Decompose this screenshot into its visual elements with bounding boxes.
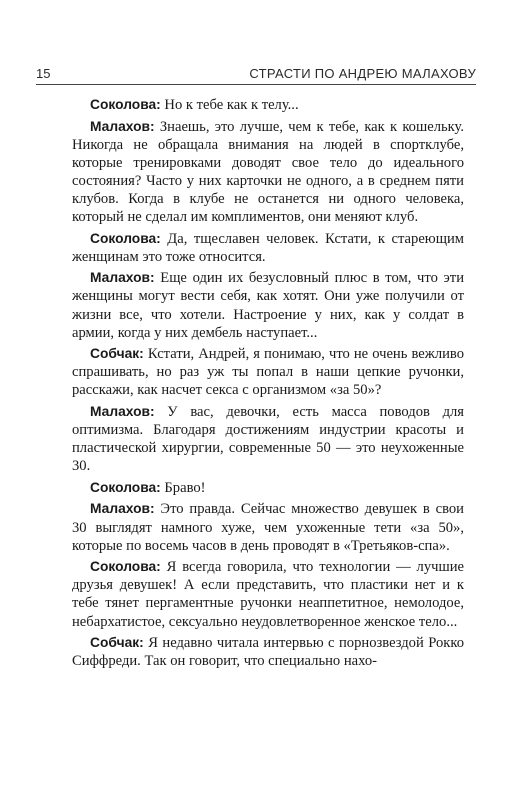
speaker-name: Малахов:	[90, 501, 155, 517]
speaker-name: Соколова:	[90, 230, 161, 246]
running-title: СТРАСТИ ПО АНДРЕЮ МАЛАХОВУ	[249, 66, 476, 81]
replica-text: Знаешь, это лучше, чем к тебе, как к кошельку. Никогда не обращала внимания на людей в спортклубе, которые тренировками доводят свое тело до идеального состояния? Часто у них карточки не одного, а в среднем пяти клубов. Когда в клубе не останется ни одного человека, который не сделал им комплиментов, они меняют клуб.	[72, 118, 464, 226]
dialogue-paragraph	[72, 479, 464, 497]
replica-text: Браво!	[160, 479, 206, 496]
dialogue-paragraph	[72, 403, 464, 475]
dialogue-paragraph	[72, 230, 464, 266]
speaker-name: Малахов:	[90, 118, 155, 134]
speaker-name: Малахов:	[90, 270, 155, 286]
page-header	[36, 62, 476, 84]
dialogue-paragraph	[72, 345, 464, 399]
speaker-name: Соколова:	[90, 479, 161, 495]
dialogue-paragraph	[72, 269, 464, 341]
dialogue-paragraph	[72, 558, 464, 630]
dialogue-paragraph	[72, 634, 464, 670]
replica-text: Я всегда говорила, что технологии — лучшие друзья девушек! А если представить, что пластики нет и к тебе тянет пергаментные ручонки неаппетитное, немолодое, небархатистое, сексуально неудовлетворенное женское тело...	[72, 559, 464, 630]
dialogue-paragraph	[72, 96, 464, 114]
replica-text: Это правда. Сейчас множество девушек в свои 30 выглядят намного хуже, чем ухоженные тети «за 50», которые по восемь часов в день проводят в «Третьяков-спа».	[72, 501, 464, 554]
replica-text: Да, тщеславен человек. Кстати, к стареющим женщинам это тоже относится.	[72, 230, 464, 265]
replica-text: Я недавно читала интервью с порнозвездой Рокко Сиффреди. Так он говорит, что специально нахо-	[72, 635, 464, 670]
speaker-name: Малахов:	[90, 404, 155, 419]
dialogue-text	[72, 96, 464, 674]
page-number: 15	[36, 66, 51, 81]
speaker-name: Собчак:	[90, 346, 144, 362]
replica-text: Еще один их безусловный плюс в том, что эти женщины могут вести себя, как хотят. Они уже получили от жизни все, что хотели. Настроение у них, как у солдат в армии, когда у них дембель наступает...	[72, 270, 464, 341]
replica-text: Но к тебе как к телу...	[160, 97, 299, 113]
speaker-name: Соколова:	[90, 559, 161, 575]
replica-text: Кстати, Андрей, я понимаю, что не очень вежливо спрашивать, но раз уж ты попал в наши цепкие ручонки, расскажи, как насчет секса с организмом «за 50»?	[72, 346, 464, 399]
dialogue-paragraph	[72, 118, 464, 227]
dialogue-paragraph	[72, 500, 464, 554]
replica-text: У вас, девочки, есть масса поводов для оптимизма. Благодаря достижениям индустрии красоты и пластической хирургии, современные 50 — это неухоженные 30.	[72, 404, 464, 475]
speaker-name: Собчак:	[90, 635, 144, 651]
header-rule	[36, 84, 476, 85]
speaker-name: Соколова:	[90, 97, 161, 112]
